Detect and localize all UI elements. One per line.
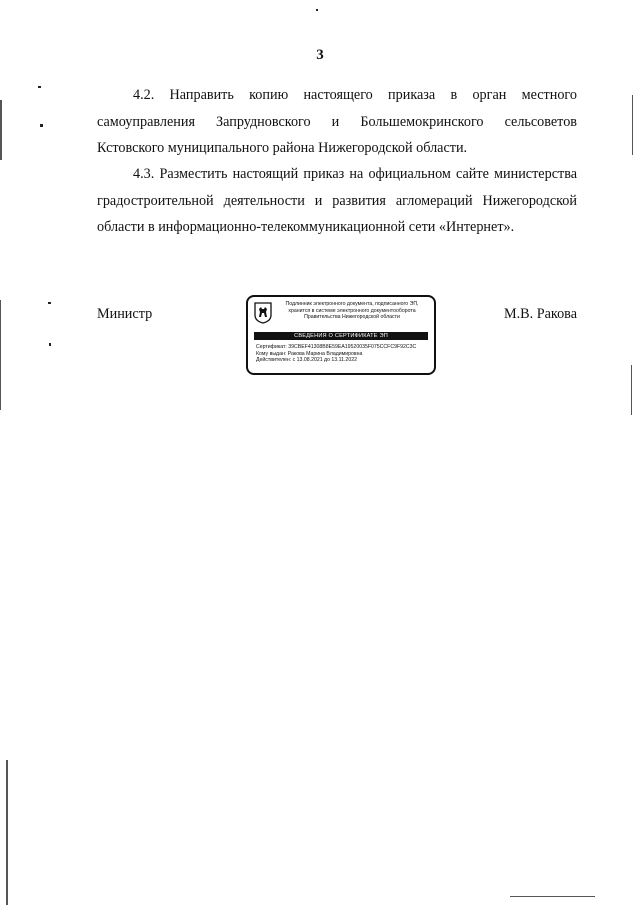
paragraph-line: области в информационно-телекоммуникационной сети «Интернет». xyxy=(97,219,515,235)
paragraph-4-3 xyxy=(97,161,577,241)
scan-edge xyxy=(0,100,2,160)
stamp-header-line: Подлинник электронного документа, подписанного ЭП, xyxy=(285,301,419,307)
e-signature-stamp xyxy=(246,295,436,375)
deer-coat-of-arms-icon xyxy=(254,302,272,324)
stamp-issued-to: Кому выдан: Ракова Марина Владимировна xyxy=(256,350,363,357)
paragraph-line: 4.2. Направить копию настоящего приказа в орган местного xyxy=(133,87,577,103)
scan-edge xyxy=(6,760,8,905)
scan-edge xyxy=(510,896,595,897)
stamp-certificate: Сертификат: 39CBEF41308B8E59EA19520035F075CCFC9F92C3C xyxy=(256,344,417,350)
scan-edge xyxy=(632,95,633,155)
scan-edge xyxy=(631,365,632,415)
page-number: 3 xyxy=(316,47,324,63)
stamp-title: СВЕДЕНИЯ О СЕРТИФИКАТЕ ЭП xyxy=(254,332,428,340)
paragraph-line: 4.3. Разместить настоящий приказ на официальном сайте министерства xyxy=(133,166,577,182)
stamp-valid: Действителен: с 13.08.2021 до 13.11.2022 xyxy=(256,357,357,364)
paragraph-4-2 xyxy=(97,82,577,162)
scan-mark xyxy=(49,343,51,346)
paragraph-line: самоуправления Запрудновского и Большемокринского сельсоветов xyxy=(97,113,577,130)
paragraph-line: Кстовского муниципального района Нижегородской области. xyxy=(97,140,468,156)
scan-mark xyxy=(48,302,51,304)
scan-mark xyxy=(316,9,318,11)
paragraph-line: градостроительной деятельности и развития агломераций Нижегородской xyxy=(97,192,577,209)
stamp-header xyxy=(274,301,430,321)
signature-name: М.В. Ракова xyxy=(504,306,577,322)
stamp-header-line: Правительства Нижегородской области xyxy=(304,314,400,321)
scan-mark xyxy=(40,124,43,127)
scan-mark xyxy=(38,86,41,88)
stamp-header-line: хранится в системе электронного документооборота xyxy=(288,307,416,314)
signature-position: Министр xyxy=(97,306,153,322)
stamp-details xyxy=(256,344,430,364)
scan-edge xyxy=(0,300,1,410)
